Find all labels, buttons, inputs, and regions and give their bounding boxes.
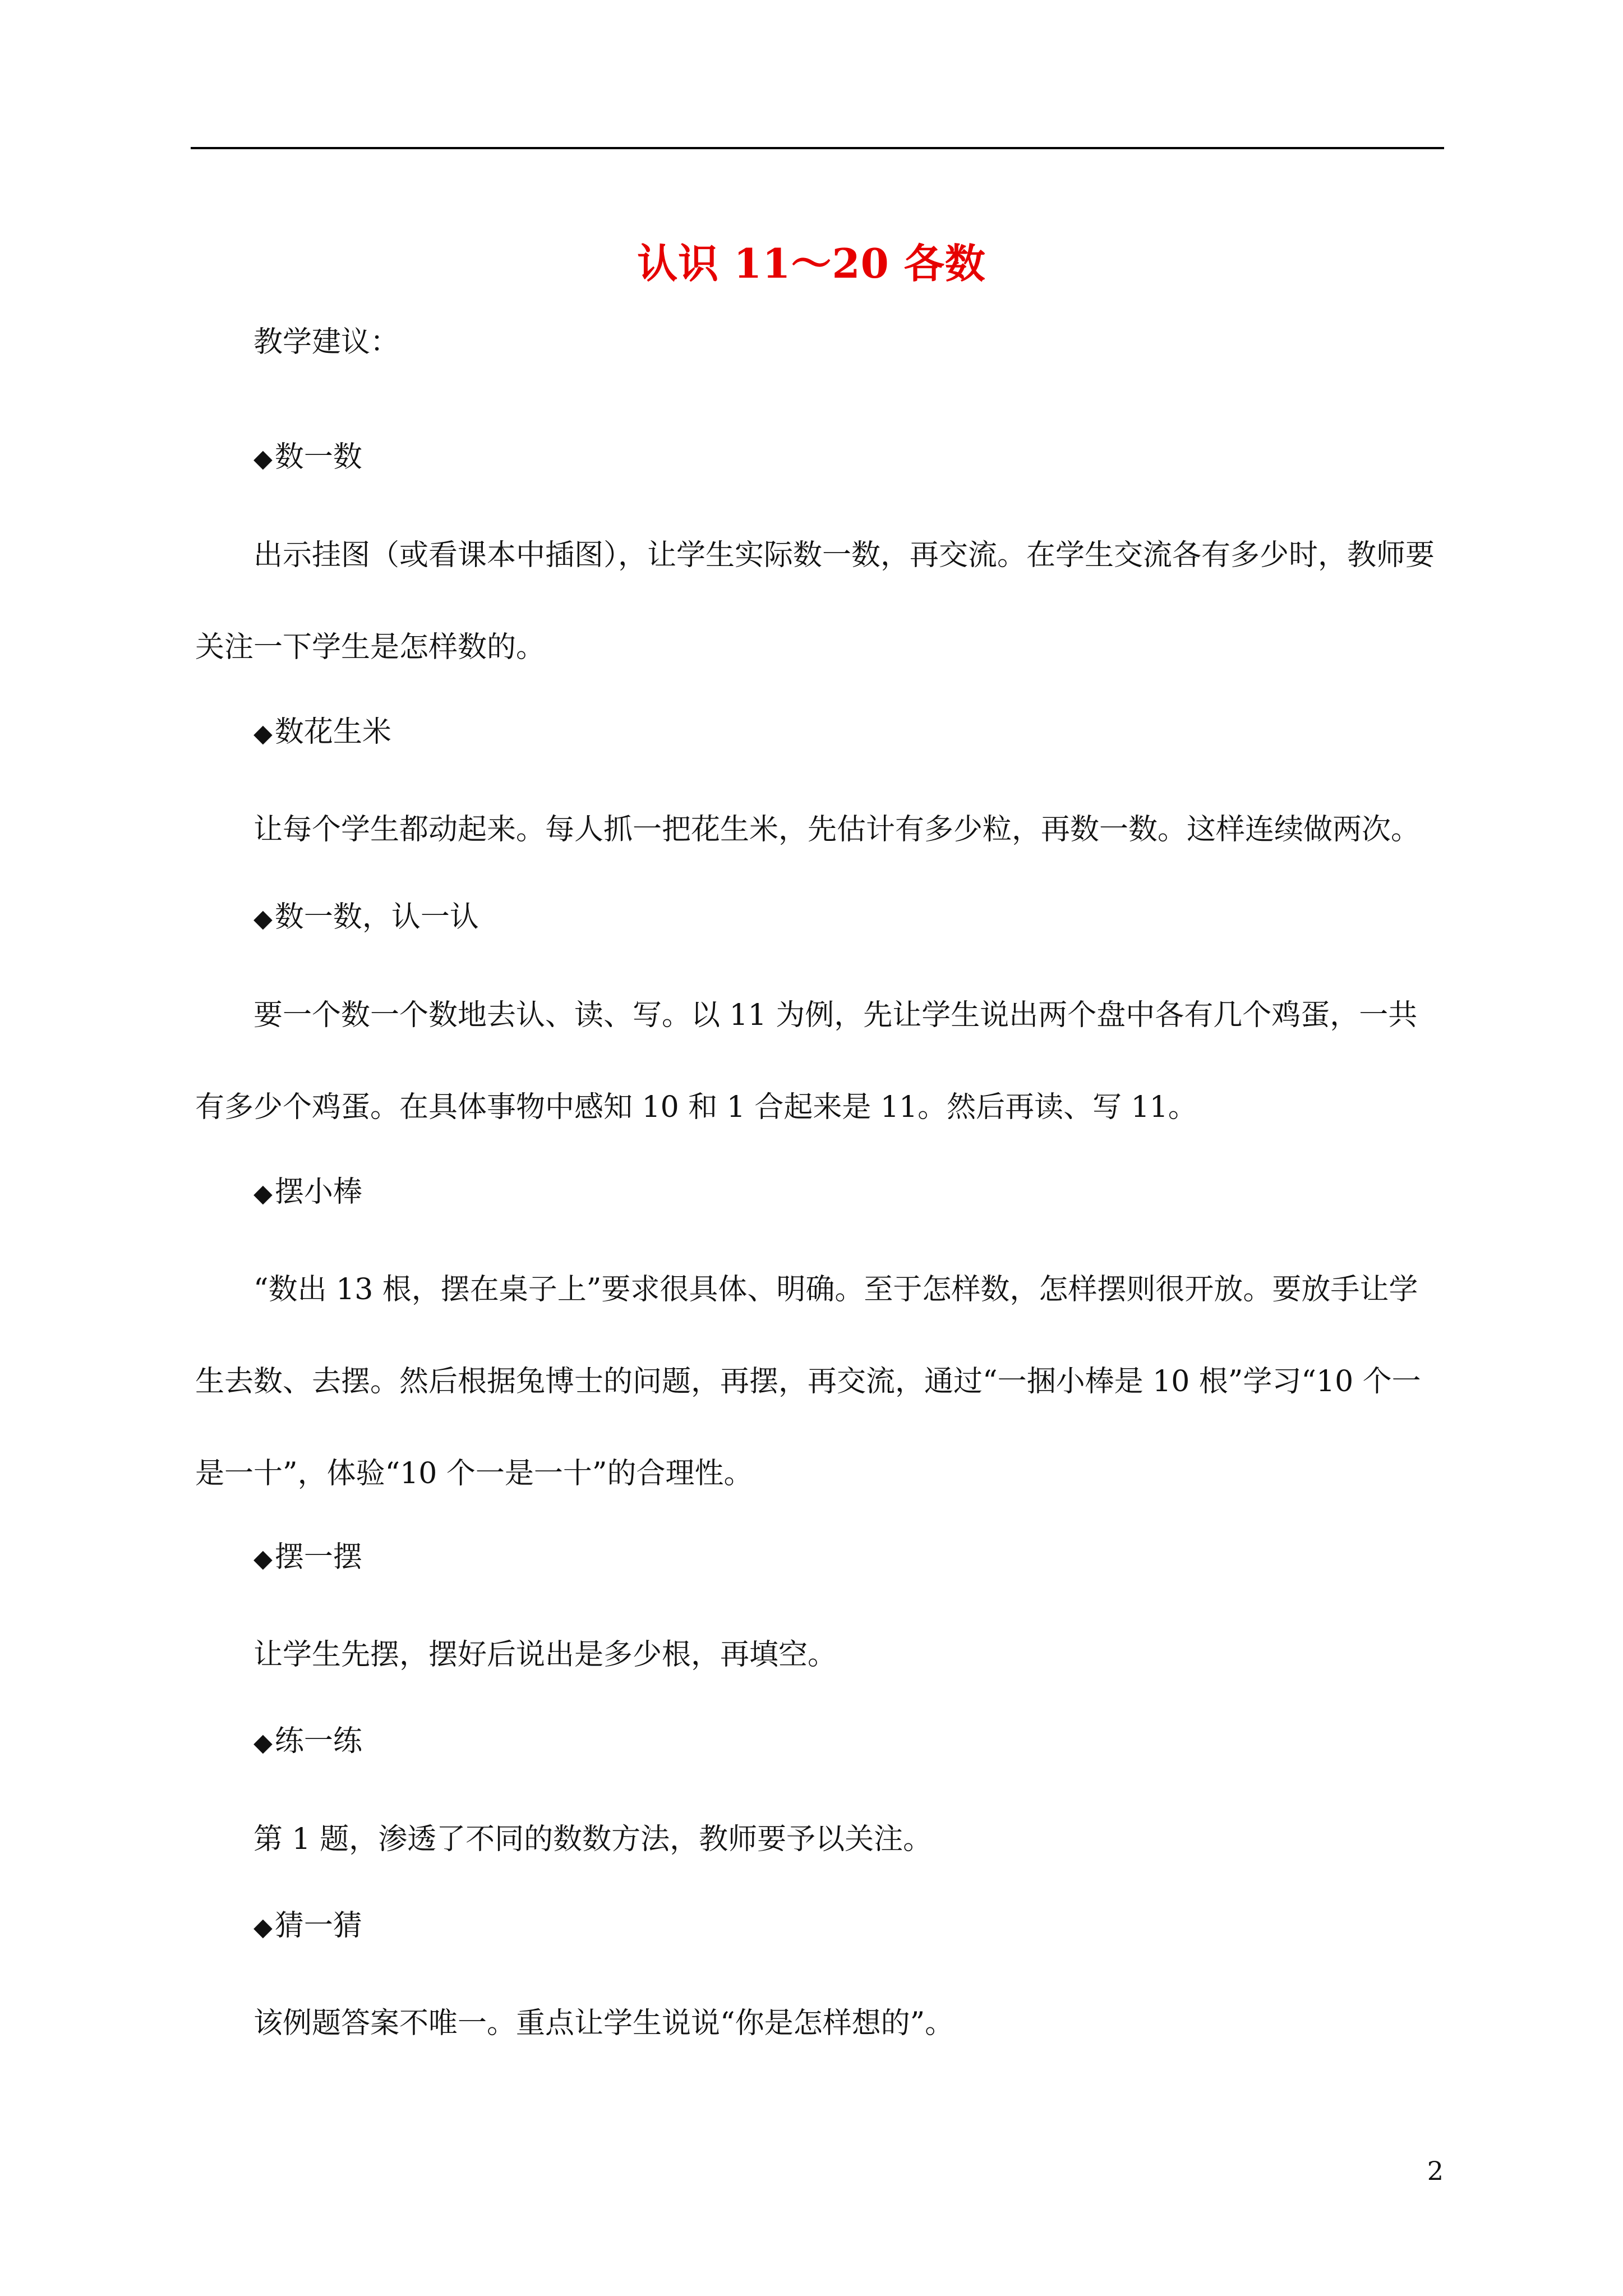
diamond-bullet-icon: ◆	[253, 719, 273, 748]
diamond-bullet-icon: ◆	[253, 1544, 273, 1573]
section-heading	[253, 1713, 362, 1771]
section-heading	[253, 1529, 362, 1587]
section-body	[195, 509, 1444, 693]
section-heading-label: 数一数，认一认	[274, 900, 479, 934]
section-body-text: 出示挂图（或看课本中插图），让学生实际数一数，再交流。在学生交流各有多少时，教师要关注一下学生是怎样数的。	[195, 539, 1435, 664]
section-heading	[253, 889, 479, 947]
diamond-bullet-icon: ◆	[253, 1728, 273, 1757]
diamond-bullet-icon: ◆	[253, 1179, 273, 1208]
section-heading-label: 数花生米	[274, 715, 391, 749]
section-heading	[253, 1898, 362, 1955]
header-rule	[191, 147, 1444, 149]
intro-label: 教学建议：	[253, 325, 400, 359]
section-heading-label: 练一练	[274, 1724, 362, 1758]
document-title: 认识 11～20 各数	[637, 240, 986, 287]
section-heading	[253, 1164, 362, 1222]
diamond-bullet-icon: ◆	[253, 444, 273, 473]
section-heading	[253, 704, 391, 762]
section-body-text: 该例题答案不唯一。重点让学生说说“你是怎样想的”。	[253, 2007, 955, 2040]
section-body	[195, 784, 1444, 876]
section-body	[195, 1244, 1444, 1520]
section-heading-label: 数一数	[274, 440, 362, 474]
section-heading-label: 猜一猜	[274, 1909, 362, 1943]
section-body	[195, 1977, 1444, 2069]
section-heading-label: 摆小棒	[274, 1175, 362, 1209]
section-body-text: 让学生先摆，摆好后说出是多少根，再填空。	[253, 1638, 837, 1672]
section-heading	[253, 429, 362, 487]
section-heading-label: 摆一摆	[274, 1540, 362, 1574]
section-body-text: 要一个数一个数地去认、读、写。以 11 为例，先让学生说出两个盘中各有几个鸡蛋，一共有多少个鸡蛋。在具体事物中感知 10 和 1 合起来是 11。然后再读、写 11。	[195, 999, 1418, 1124]
section-body	[195, 969, 1444, 1153]
section-body-text: “数出 13 根，摆在桌子上”要求很具体、明确。至于怎样数，怎样摆则很开放。要放手让学生去数、去摆。然后根据兔博士的问题，再摆，再交流，通过“一捆小棒是 10 根”学习“10 个一是一十”，体验“10 个一是一十”的合理性。	[195, 1273, 1421, 1490]
section-body	[195, 1793, 1444, 1885]
diamond-bullet-icon: ◆	[253, 904, 273, 933]
diamond-bullet-icon: ◆	[253, 1913, 273, 1941]
section-body	[195, 1609, 1444, 1701]
section-body-text: 第 1 题，渗透了不同的数数方法，教师要予以关注。	[253, 1823, 933, 1856]
section-body-text: 让每个学生都动起来。每人抓一把花生米，先估计有多少粒，再数一数。这样连续做两次。	[253, 813, 1421, 846]
page-number: 2	[1427, 2156, 1444, 2186]
